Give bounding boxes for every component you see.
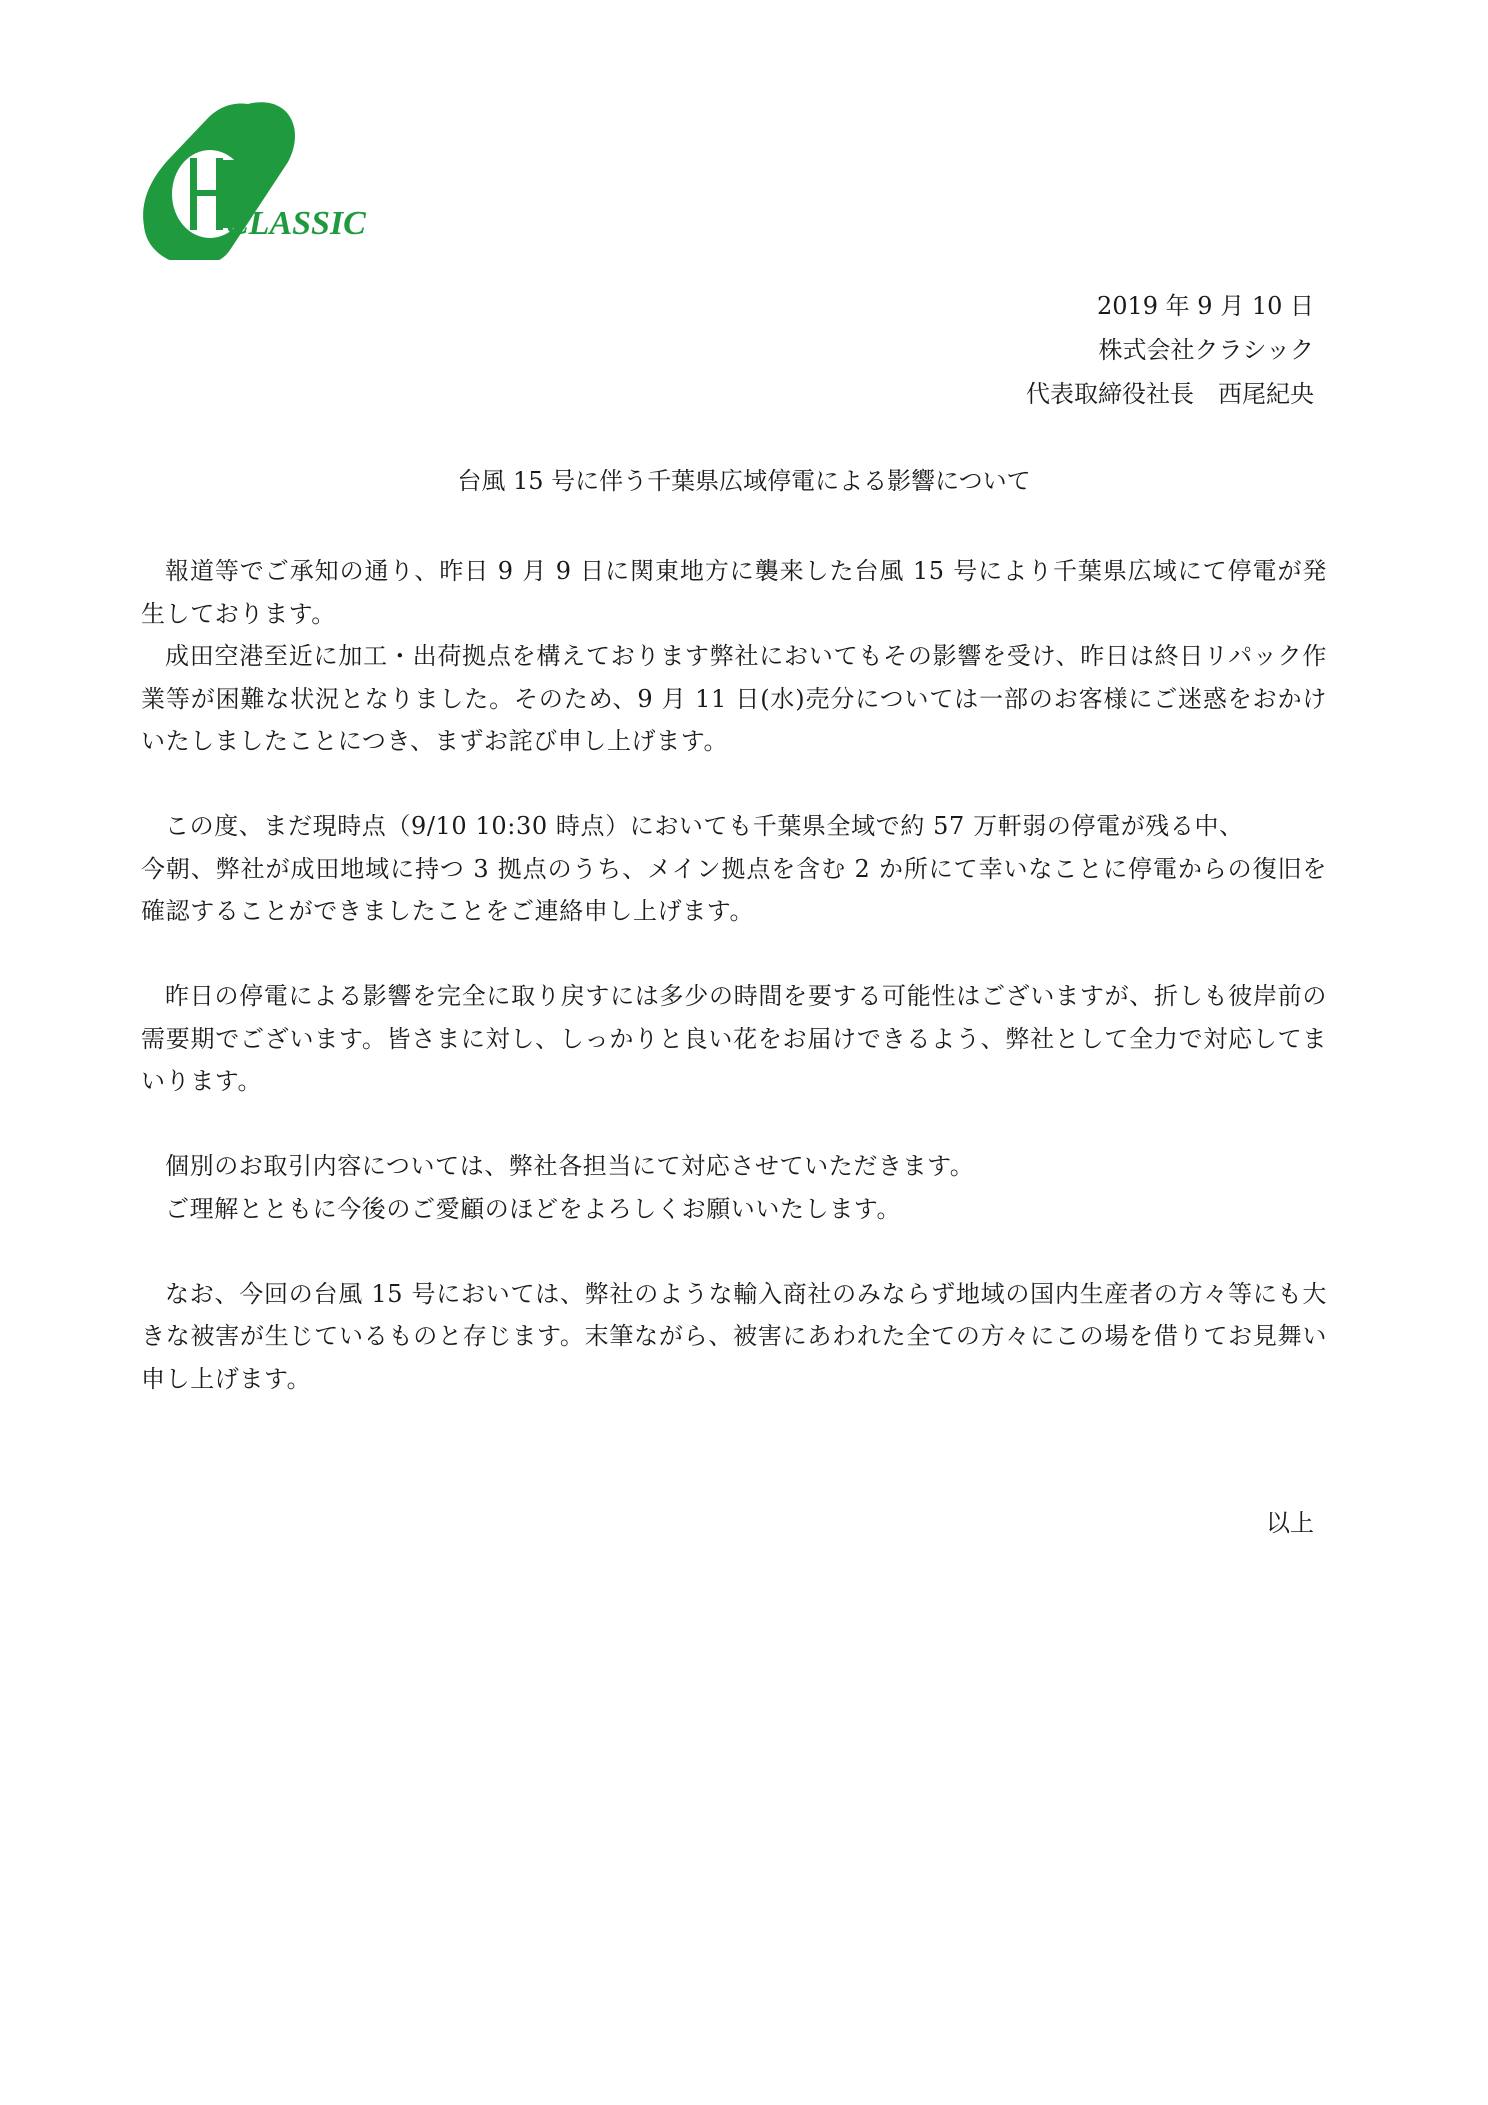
paragraph-spacer bbox=[141, 1230, 1327, 1273]
paragraph: この度、まだ現時点（9/10 10:30 時点）においても千葉県全域で約 57 万軒弱の停電が残る中、 bbox=[165, 812, 1244, 840]
company-logo bbox=[138, 100, 418, 260]
notice-body bbox=[141, 550, 1327, 1400]
paragraph-spacer bbox=[141, 933, 1327, 976]
paragraph-spacer bbox=[141, 763, 1327, 806]
company-name: 株式会社クラシック bbox=[1098, 336, 1314, 364]
paragraph-spacer bbox=[141, 1103, 1327, 1146]
closing-remark: 以上 bbox=[1266, 1509, 1314, 1537]
letter-header bbox=[1026, 284, 1314, 416]
paragraph: 報道等でご承知の通り、昨日 9 月 9 日に関東地方に襲来した台風 15 号により千葉県広域にて停電が発生しております。 bbox=[141, 557, 1327, 628]
paragraph: なお、今回の台風 15 号においては、弊社のような輸入商社のみならず地域の国内生産者の方々等にも大きな被害が生じているものと存じます。末筆ながら、被害にあわれた全ての方々にこの場を借りてお見舞い申し上げます。 bbox=[141, 1279, 1327, 1393]
signatory: 代表取締役社長 西尾紀央 bbox=[1026, 380, 1314, 408]
paragraph: ご理解とともに今後のご愛顧のほどをよろしくお願いいたします。 bbox=[165, 1194, 902, 1223]
paragraph: 成田空港至近に加工・出荷拠点を構えております弊社においてもその影響を受け、昨日は終日リパック作業等が困難な状況となりました。そのため、9 月 11 日(水)売分については一部のお客様にご迷惑をおかけいたしましたことにつき、まずお詫び申し上げます。 bbox=[141, 642, 1327, 755]
paragraph: 昨日の停電による影響を完全に取り戻すには多少の時間を要する可能性はございますが、折しも彼岸前の需要期でございます。皆さまに対し、しっかりと良い花をお届けできるよう、弊社として全力で対応してまいります。 bbox=[141, 982, 1327, 1095]
paragraph: 今朝、弊社が成田地域に持つ 3 拠点のうち、メイン拠点を含む 2 か所にて幸いなことに停電からの復旧を確認することができましたことをご連絡申し上げます。 bbox=[141, 854, 1327, 925]
notice-title: 台風 15 号に伴う千葉県広域停電による影響について bbox=[457, 467, 1031, 495]
paragraph: 個別のお取引内容については、弊社各担当にて対応させていただきます。 bbox=[165, 1152, 975, 1180]
svg-text:CLASSIC: CLASSIC bbox=[226, 205, 366, 242]
letter-date: 2019 年 9 月 10 日 bbox=[1096, 292, 1314, 320]
